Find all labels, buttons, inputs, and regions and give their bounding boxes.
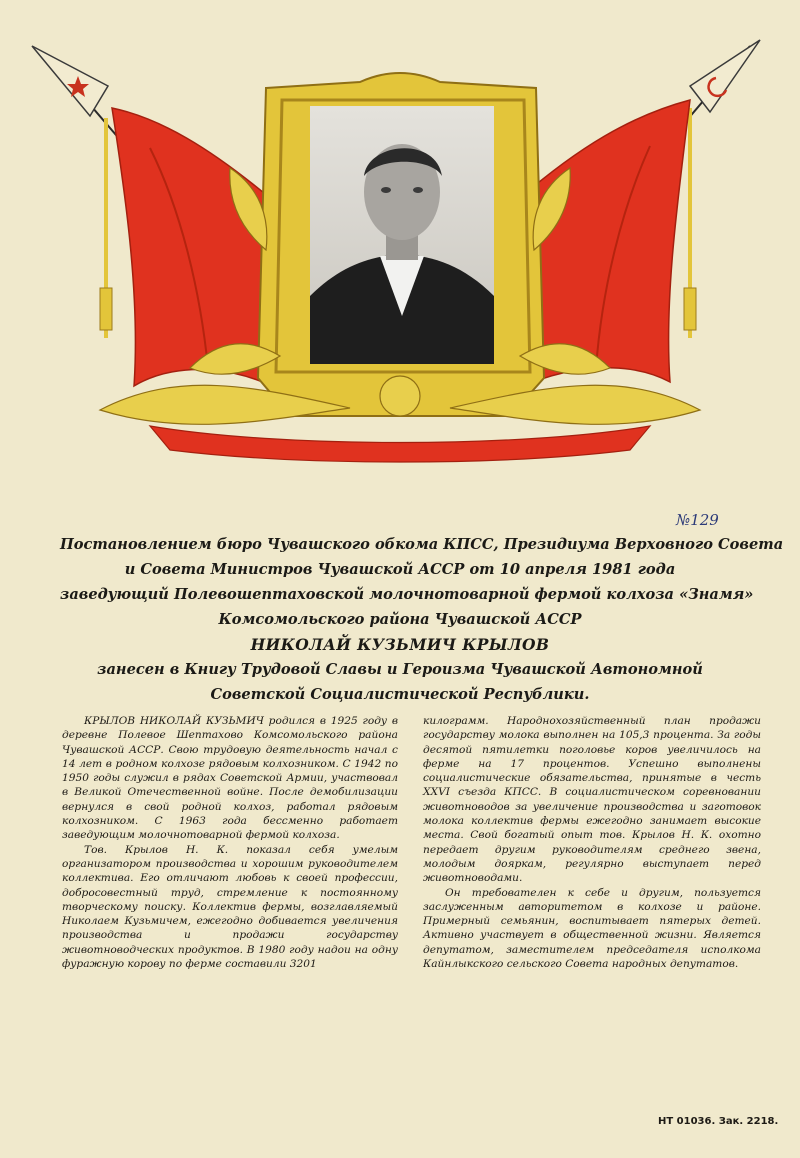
portrait-photo [310, 106, 494, 364]
paragraph: Он требователен к себе и другим, пользуется заслуженным авторитетом в колхозе и районе. Примерный семьянин, воспитывает пятерых детей. Активно участвует в общественной жизни. Является депутатом, заместителем председателя исполкома Кайнлыкского сельского Совета народных депутатов. [423, 886, 761, 971]
biography-left-column [62, 714, 398, 971]
heading-line: заведующий Полевошептаховской молочнотоварной фермой колхоза «Знамя» [60, 586, 754, 603]
biography-right-column [423, 714, 761, 971]
heading-line: Советской Социалистической Республики. [210, 686, 590, 703]
honoree-name: НИКОЛАЙ КУЗЬМИЧ КРЫЛОВ [250, 635, 550, 654]
handwritten-record-number: №129 [676, 511, 719, 529]
left-tassel [100, 118, 112, 338]
heading-line: Постановлением бюро Чувашского обкома КПСС, Президиума Верховного Совета [60, 536, 784, 553]
resolution-heading [60, 532, 784, 707]
right-tassel [684, 108, 696, 338]
right-spear-tip-hammer-sickle-icon [690, 40, 760, 112]
paragraph: килограмм. Народнохозяйственный план продажи государству молока выполнен на 105,3 процента. За годы десятой пятилетки поголовье коров увеличилось на ферме на 17 процентов. Успешно выполнены социалистические обязательства, принятые в честь XXVI съезда КПСС. В социалистическом соревновании животноводов за увеличение производства и заготовок молока коллектив фермы ежегодно занимает высокие места. Свой богатый опыт тов. Крылов Н. К. охотно передает другим руководителям среднего звена, молодым дояркам, регулярно выступает перед животноводами. [423, 715, 761, 885]
heading-line: и Совета Министров Чувашской АССР от 10 апреля 1981 года [124, 561, 676, 578]
red-ribbon [150, 426, 650, 462]
paragraph: Тов. Крылов Н. К. показал себя умелым организатором производства и хорошим руководителем коллектива. Его отличают любовь к своей профессии, добросовестный труд, стремление к постоянному творческому поиску. Коллектив фермы, возглавляемый Николаем Кузьмичем, ежегодно добивается увеличения производства и продажи государству животноводческих продуктов. В 1980 году надои на одну фуражную корову по ферме составили 3201 [62, 843, 398, 971]
left-spear-tip-star-icon [32, 46, 108, 116]
print-order-code: НТ 01036. Зак. 2218. [658, 1116, 779, 1127]
heading-line: Комсомольского района Чувашской АССР [218, 611, 582, 628]
heading-line: занесен в Книгу Трудовой Славы и Героизма Чувашской Автономной [97, 661, 703, 678]
paragraph: КРЫЛОВ НИКОЛАЙ КУЗЬМИЧ родился в 1925 году в деревне Полевое Шептахово Комсомольского района Чувашской АССР. Свою трудовую деятельность начал с 14 лет в родном колхозе рядовым колхозником. С 1942 по 1950 годы служил в рядах Советской Армии, участвовал в Великой Отечественной войне. После демобилизации вернулся в свой родной колхоз, работал рядовым колхозником. С 1963 года бессменно работает заведующим молочнотоварной фермой колхоза. [62, 715, 398, 842]
